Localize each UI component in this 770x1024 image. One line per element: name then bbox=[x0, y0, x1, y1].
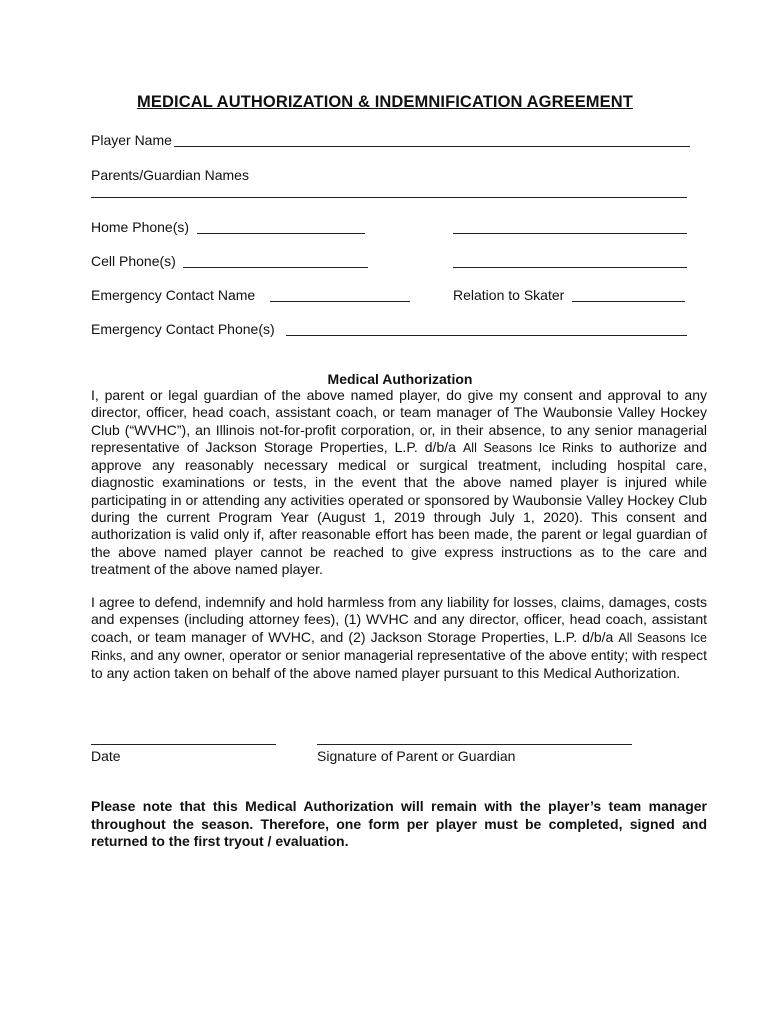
cell-phone-input-2[interactable] bbox=[453, 267, 687, 268]
consent-text-b: to authorize and approve any reasonably necessary medical or surgical treatment, including hospital care, diagnostic examinations or tests, in the event that the above named player is injured while participating in or attending any activities operated or sponsored by Waubonsie Valley Hockey Club during the current Program Year (August 1, 2019 through July 1, 2020). This consent and authorization is valid only if, after reasonable effort has been made, the parent or legal guardian of the above named player cannot be reached to give express instructions as to the care and treatment of the above named player. bbox=[91, 438, 708, 577]
rink-name-2: All Seasons Ice Rinks bbox=[91, 630, 707, 663]
relation-label: Relation to Skater bbox=[453, 287, 565, 303]
consent-text-a: I, parent or legal guardian of the above named player, do give my consent and approval to any director, officer, head coach, assistant coach, or team manager of The Waubonsie Valley Hockey Club (“WVHC”), an Illinois not-for-profit corporation, or, in their absence, to any senior managerial representative of Jackson Storage Properties, L.P. d/b/a bbox=[91, 387, 707, 455]
completion-note: Please note that this Medical Authorization will remain with the player’s team manager throughout the season. Therefore, one form per player must be completed, signed and returned to the first tryout / evaluation. bbox=[91, 798, 707, 849]
medical-authorization-heading: Medical Authorization bbox=[327, 371, 473, 387]
home-phone-input-2[interactable] bbox=[453, 233, 687, 234]
guardian-names-label: Parents/Guardian Names bbox=[91, 167, 249, 183]
date-label: Date bbox=[91, 748, 121, 764]
emergency-contact-name-label: Emergency Contact Name bbox=[91, 287, 256, 303]
player-name-input[interactable] bbox=[174, 146, 690, 147]
home-phone-input[interactable] bbox=[197, 233, 365, 234]
page-title: MEDICAL AUTHORIZATION & INDEMNIFICATION AGREEMENT bbox=[137, 93, 633, 111]
guardian-names-input[interactable] bbox=[91, 197, 687, 198]
indemnity-paragraph bbox=[91, 594, 707, 682]
emergency-contact-name-input[interactable] bbox=[270, 301, 410, 302]
date-input[interactable] bbox=[91, 744, 276, 745]
emergency-contact-phone-input[interactable] bbox=[286, 335, 687, 336]
signature-input[interactable] bbox=[317, 744, 632, 745]
emergency-contact-phone-label: Emergency Contact Phone(s) bbox=[91, 321, 275, 337]
cell-phone-input[interactable] bbox=[183, 267, 368, 268]
indemnity-text-b: , and any owner, operator or senior managerial representative of the above entity; with respect to any action taken on behalf of the above named player pursuant to this Medical Authorization. bbox=[91, 646, 707, 682]
signature-label: Signature of Parent or Guardian bbox=[317, 748, 516, 764]
cell-phone-label: Cell Phone(s) bbox=[91, 253, 176, 269]
home-phone-label: Home Phone(s) bbox=[91, 219, 190, 235]
relation-input[interactable] bbox=[572, 301, 685, 302]
player-name-label: Player Name bbox=[91, 132, 172, 148]
indemnity-text-a: I agree to defend, indemnify and hold harmless from any liability for losses, claims, damages, costs and expenses (including attorney fees), (1) WVHC and any director, officer, head coach, assistant coach, or team manager of WVHC, and (2) Jackson Storage Properties, L.P. d/b/a bbox=[91, 594, 707, 645]
consent-paragraph bbox=[91, 387, 707, 578]
rink-name: All Seasons Ice Rinks bbox=[462, 440, 594, 455]
